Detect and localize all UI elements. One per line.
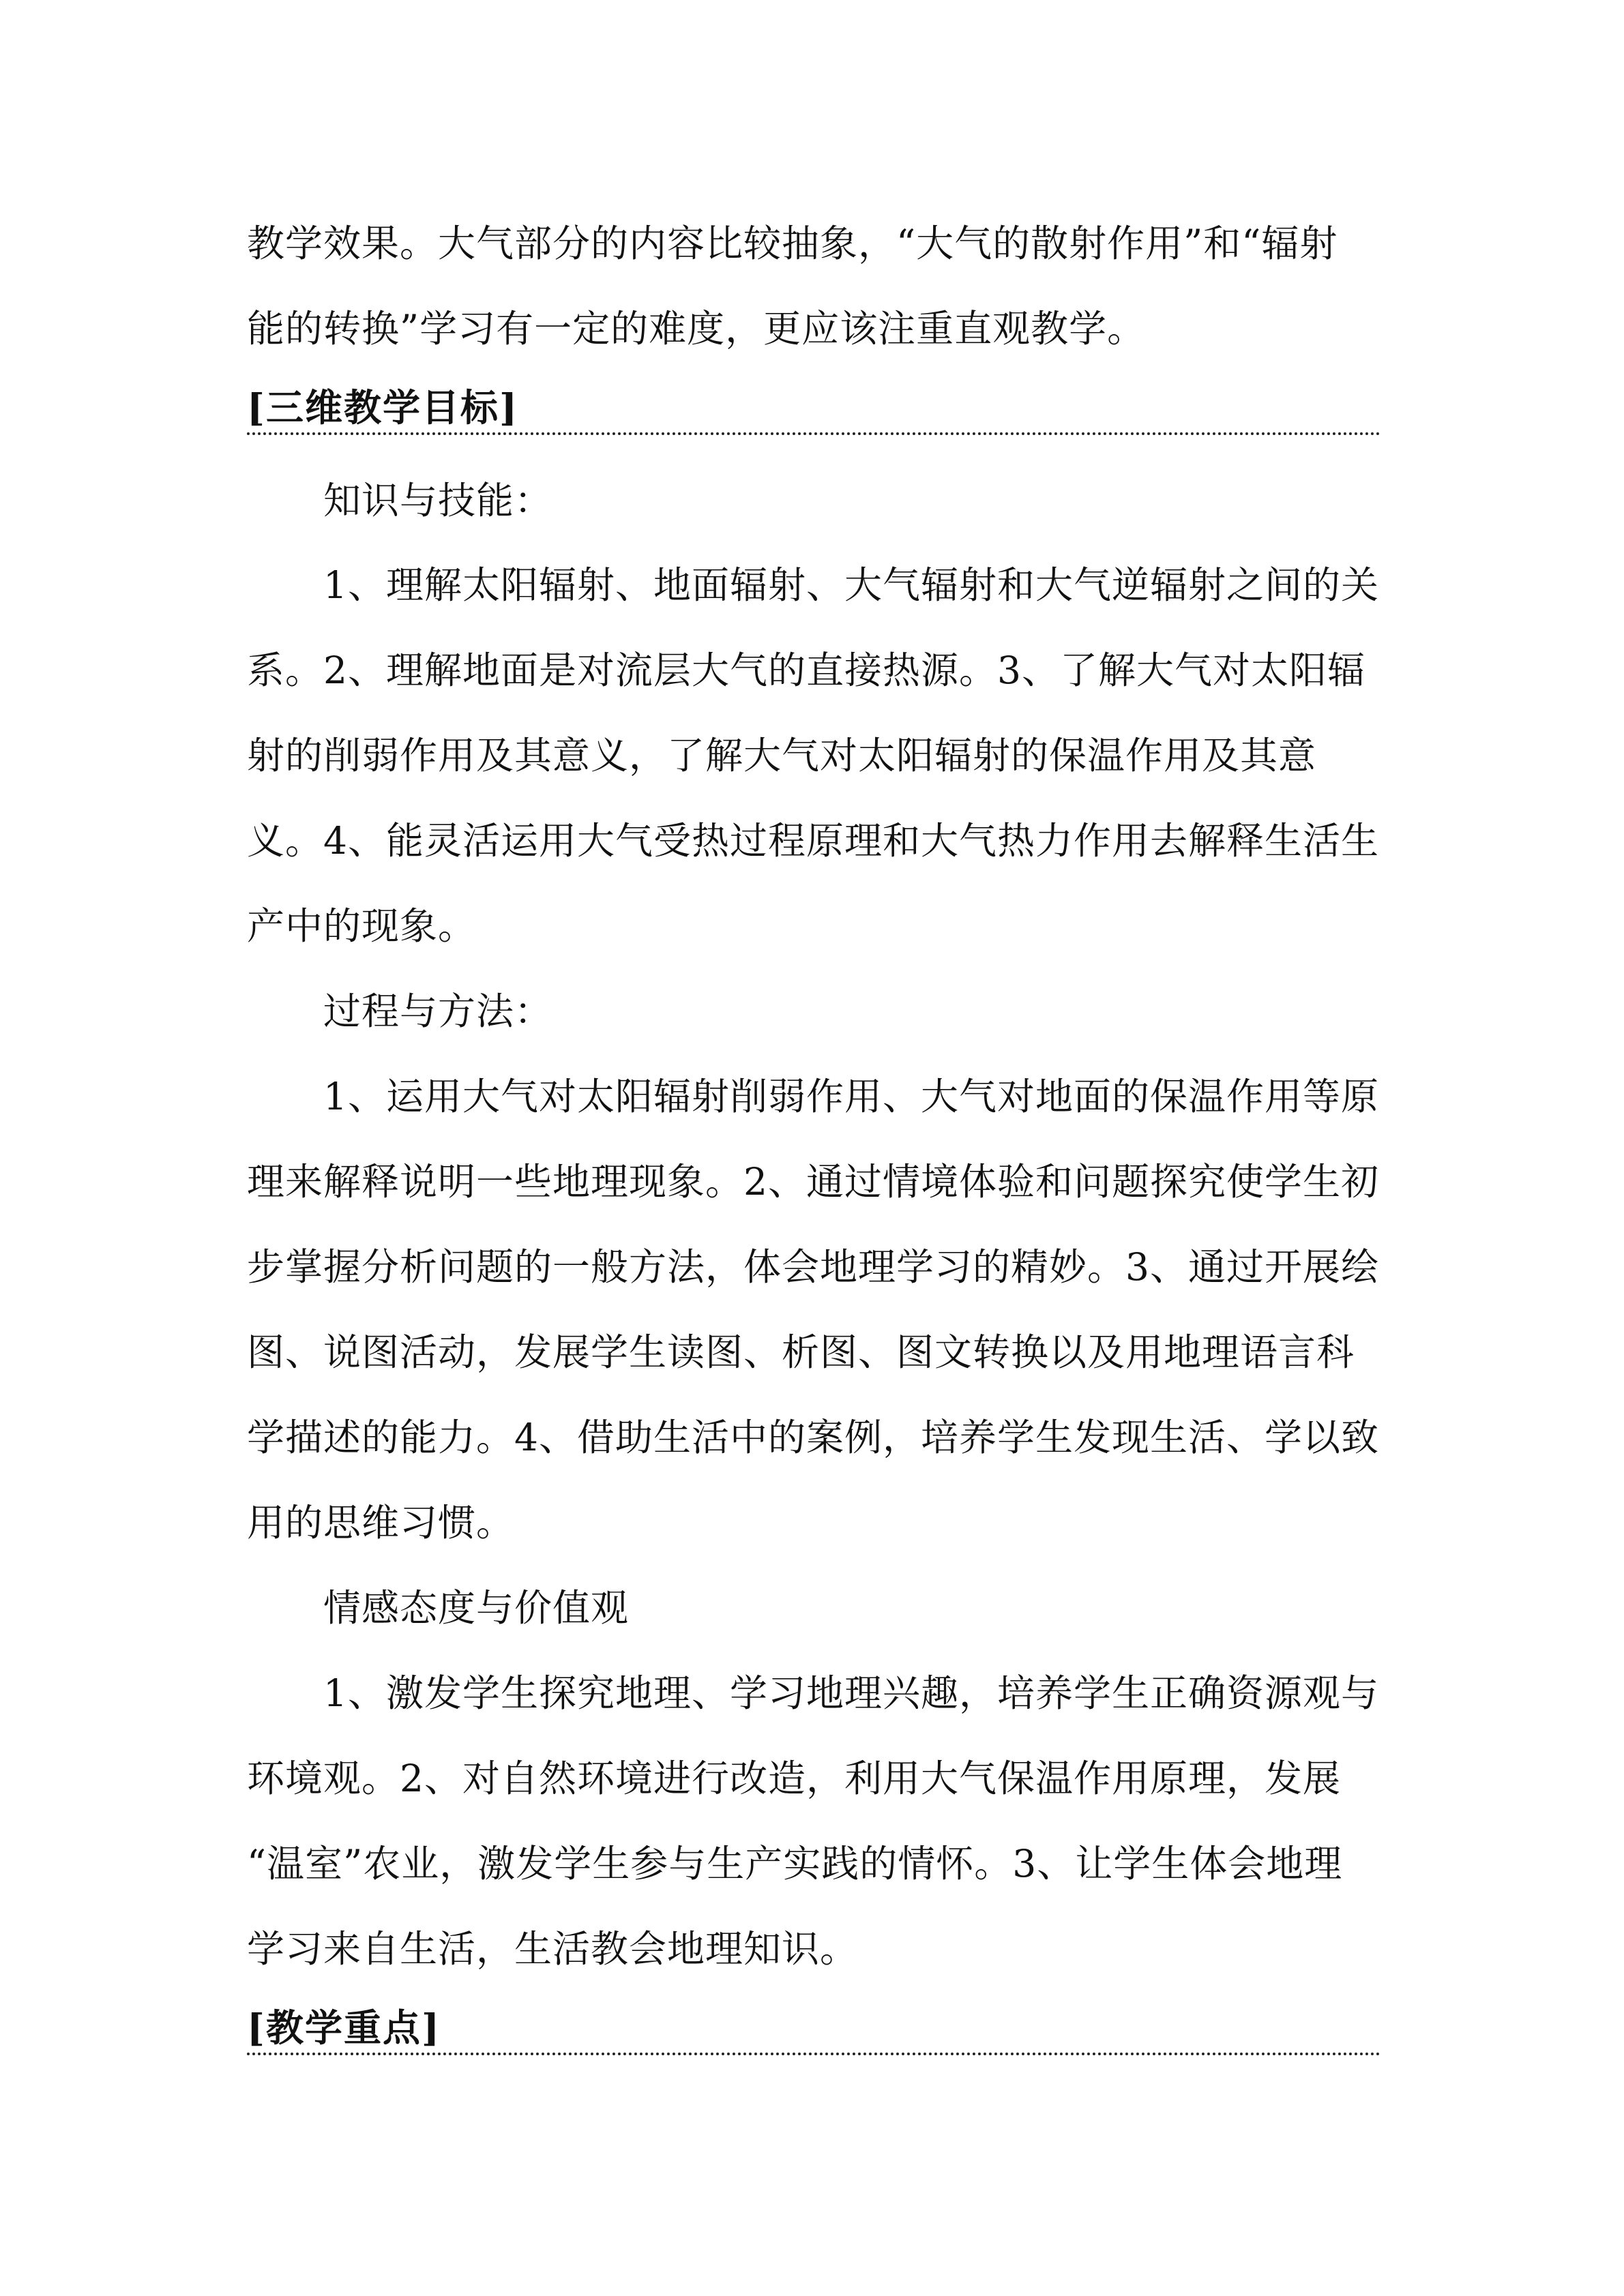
process-line-4: 图、说图活动，发展学生读图、析图、图文转换以及用地理语言科 <box>247 1330 1355 1374</box>
emotion-line-4: 学习来自生活，生活教会地理知识。 <box>247 1927 859 1971</box>
knowledge-line-2: 系。2、理解地面是对流层大气的直接热源。3、了解大气对太阳辐 <box>247 648 1365 692</box>
knowledge-line-4: 义。4、能灵活运用大气受热过程原理和大气热力作用去解释生活生 <box>247 819 1379 863</box>
knowledge-line-5: 产中的现象。 <box>247 904 477 948</box>
section-heading-objectives <box>247 383 1381 435</box>
emotion-line-1: 1、激发学生探究地理、学习地理兴趣，培养学生正确资源观与 <box>323 1671 1379 1715</box>
process-line-2: 理来解释说明一些地理现象。2、通过情境体验和问题探究使学生初 <box>247 1160 1379 1204</box>
intro-line-2: 能的转换”学习有一定的难度，更应该注重直观教学。 <box>247 307 1146 351</box>
emotion-line-3: “温室”农业，激发学生参与生产实践的情怀。3、让学生体会地理 <box>247 1842 1343 1885</box>
knowledge-label: 知识与技能： <box>323 479 553 522</box>
knowledge-line-3: 射的削弱作用及其意义，了解大气对太阳辐射的保温作用及其意 <box>247 734 1317 777</box>
emotion-label: 情感态度与价值观 <box>323 1586 630 1630</box>
process-label: 过程与方法： <box>323 989 553 1033</box>
process-line-6: 用的思维习惯。 <box>247 1501 515 1545</box>
section-heading-keypoints-text: [教学重点] <box>247 2006 441 2050</box>
process-line-3: 步掌握分析问题的一般方法，体会地理学习的精妙。3、通过开展绘 <box>247 1245 1379 1289</box>
process-line-5: 学描述的能力。4、借助生活中的案例，培养学生发现生活、学以致 <box>247 1416 1379 1459</box>
section-heading-keypoints <box>247 2003 1381 2055</box>
section-heading-objectives-text: [三维教学目标] <box>247 385 519 430</box>
knowledge-line-1: 1、理解太阳辐射、地面辐射、大气辐射和大气逆辐射之间的关 <box>323 563 1379 607</box>
process-line-1: 1、运用大气对太阳辐射削弱作用、大气对地面的保温作用等原 <box>323 1075 1379 1118</box>
intro-line-1: 教学效果。大气部分的内容比较抽象，“大气的散射作用”和“辐射 <box>247 222 1338 265</box>
emotion-line-2: 环境观。2、对自然环境进行改造，利用大气保温作用原理，发展 <box>247 1757 1341 1800</box>
